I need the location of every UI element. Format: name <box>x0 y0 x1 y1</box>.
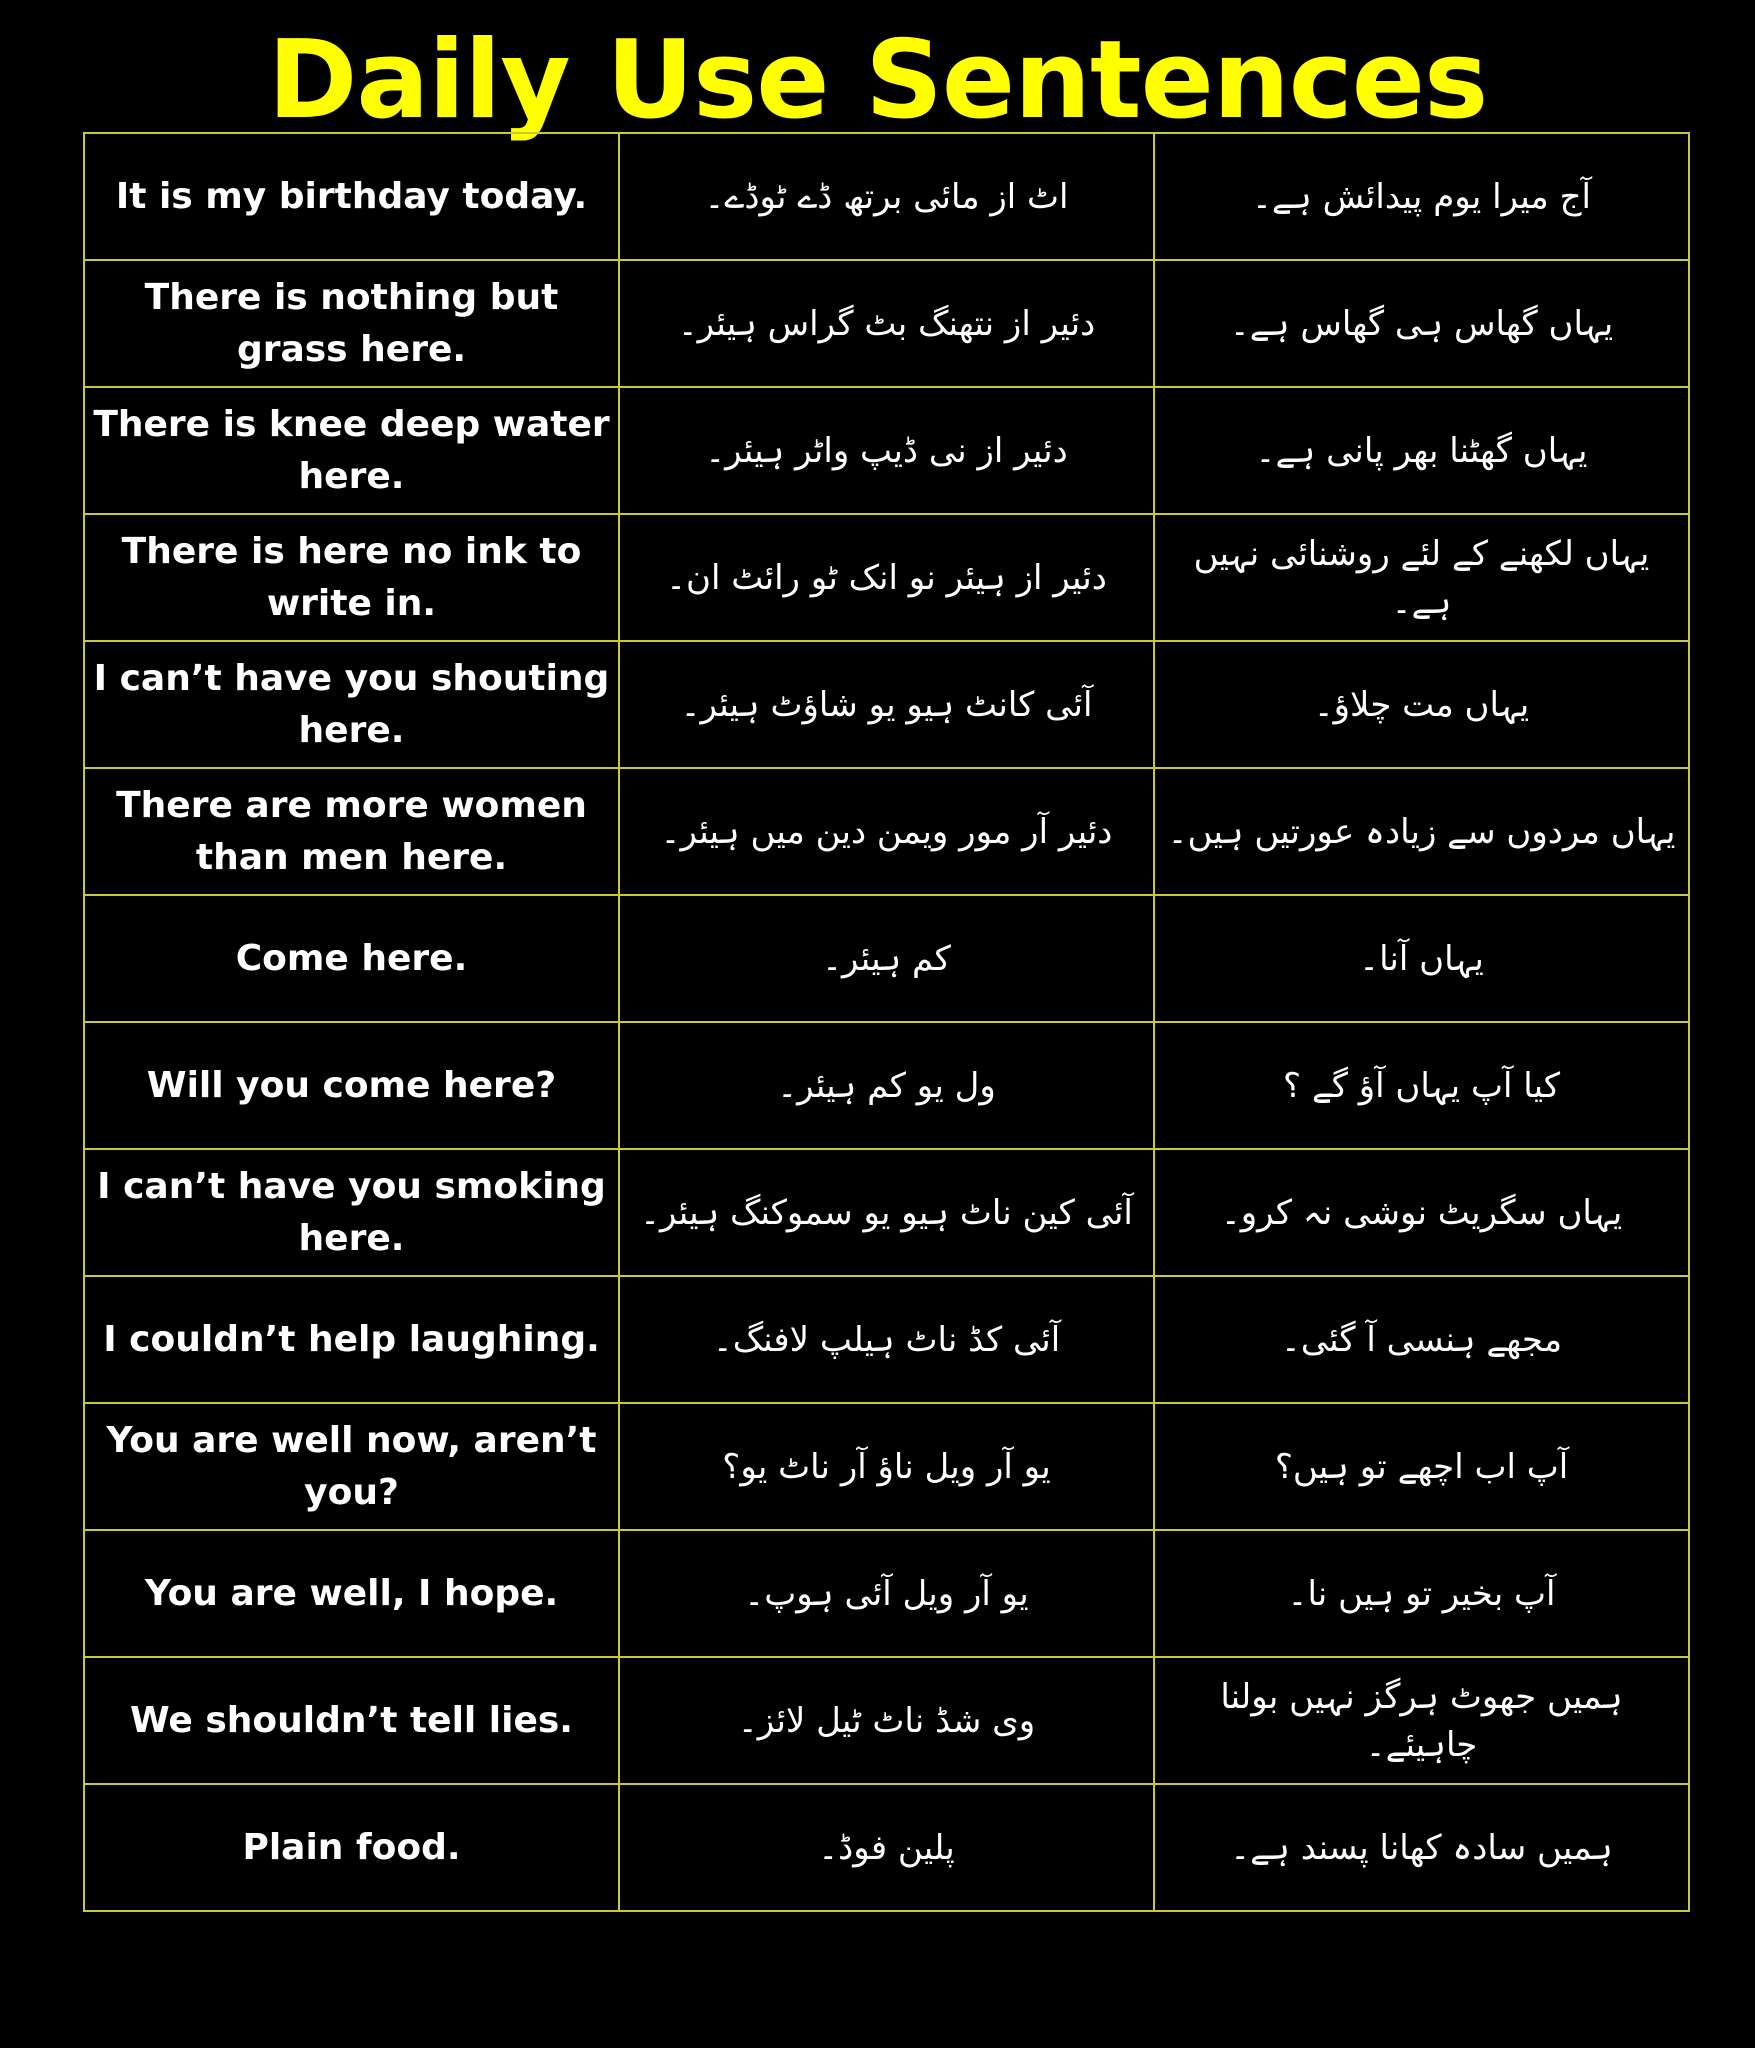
urdu-transliteration-cell: وی شڈ ناٹ ٹیل لائز۔ <box>619 1657 1154 1784</box>
table-row <box>84 1149 1689 1276</box>
table-row <box>84 514 1689 641</box>
english-sentence-cell: I can’t have you smoking here. <box>84 1149 619 1276</box>
english-sentence-cell: There is nothing but grass here. <box>84 260 619 387</box>
urdu-transliteration-cell: کم ہیئر۔ <box>619 895 1154 1022</box>
table-row <box>84 895 1689 1022</box>
table-row <box>84 1403 1689 1530</box>
urdu-translation-cell: یہاں آنا۔ <box>1154 895 1689 1022</box>
urdu-transliteration-cell: آئی کین ناٹ ہیو یو سموکنگ ہیئر۔ <box>619 1149 1154 1276</box>
english-sentence-cell: Come here. <box>84 895 619 1022</box>
sentences-table <box>83 132 1690 1912</box>
english-sentence-cell: You are well now, aren’t you? <box>84 1403 619 1530</box>
urdu-translation-cell: یہاں گھٹنا بھر پانی ہے۔ <box>1154 387 1689 514</box>
table-row <box>84 133 1689 260</box>
english-sentence-cell: I can’t have you shouting here. <box>84 641 619 768</box>
english-sentence-cell: Will you come here? <box>84 1022 619 1149</box>
urdu-translation-cell: آپ بخیر تو ہیں نا۔ <box>1154 1530 1689 1657</box>
table-row <box>84 1657 1689 1784</box>
urdu-transliteration-cell: دئیر آر مور ویمن دین میں ہیئر۔ <box>619 768 1154 895</box>
urdu-transliteration-cell: یو آر ویل ناؤ آر ناٹ یو؟ <box>619 1403 1154 1530</box>
urdu-transliteration-cell: آئی کڈ ناٹ ہیلپ لافنگ۔ <box>619 1276 1154 1403</box>
urdu-translation-cell: یہاں سگریٹ نوشی نہ کرو۔ <box>1154 1149 1689 1276</box>
urdu-transliteration-cell: اٹ از مائی برتھ ڈے ٹوڈے۔ <box>619 133 1154 260</box>
urdu-transliteration-cell: ول یو کم ہیئر۔ <box>619 1022 1154 1149</box>
urdu-transliteration-cell: دئیر از ہیئر نو انک ٹو رائٹ ان۔ <box>619 514 1154 641</box>
urdu-translation-cell: ہمیں جھوٹ ہرگز نہیں بولنا چاہیئے۔ <box>1154 1657 1689 1784</box>
urdu-translation-cell: ہمیں سادہ کھانا پسند ہے۔ <box>1154 1784 1689 1911</box>
table-row <box>84 641 1689 768</box>
urdu-transliteration-cell: دئیر از نتھنگ بٹ گراس ہیئر۔ <box>619 260 1154 387</box>
english-sentence-cell: It is my birthday today. <box>84 133 619 260</box>
table-row <box>84 1276 1689 1403</box>
urdu-translation-cell: آپ اب اچھے تو ہیں؟ <box>1154 1403 1689 1530</box>
english-sentence-cell: There is here no ink to write in. <box>84 514 619 641</box>
english-sentence-cell: There is knee deep water here. <box>84 387 619 514</box>
urdu-transliteration-cell: یو آر ویل آئی ہوپ۔ <box>619 1530 1154 1657</box>
english-sentence-cell: There are more women than men here. <box>84 768 619 895</box>
urdu-translation-cell: یہاں لکھنے کے لئے روشنائی نہیں ہے۔ <box>1154 514 1689 641</box>
english-sentence-cell: Plain food. <box>84 1784 619 1911</box>
urdu-translation-cell: کیا آپ یہاں آؤ گے ؟ <box>1154 1022 1689 1149</box>
page-title: Daily Use Sentences <box>267 18 1488 143</box>
english-sentence-cell: I couldn’t help laughing. <box>84 1276 619 1403</box>
urdu-translation-cell: آج میرا یوم پیدائش ہے۔ <box>1154 133 1689 260</box>
urdu-translation-cell: یہاں مت چلاؤ۔ <box>1154 641 1689 768</box>
table-row <box>84 387 1689 514</box>
table-row <box>84 768 1689 895</box>
table-row <box>84 260 1689 387</box>
urdu-transliteration-cell: پلین فوڈ۔ <box>619 1784 1154 1911</box>
table-row <box>84 1530 1689 1657</box>
urdu-transliteration-cell: دئیر از نی ڈیپ واٹر ہیئر۔ <box>619 387 1154 514</box>
urdu-translation-cell: یہاں مردوں سے زیادہ عورتیں ہیں۔ <box>1154 768 1689 895</box>
sentences-table-body <box>84 133 1689 1911</box>
english-sentence-cell: We shouldn’t tell lies. <box>84 1657 619 1784</box>
urdu-translation-cell: یہاں گھاس ہی گھاس ہے۔ <box>1154 260 1689 387</box>
table-row <box>84 1784 1689 1911</box>
table-row <box>84 1022 1689 1149</box>
urdu-transliteration-cell: آئی کانٹ ہیو یو شاؤٹ ہیئر۔ <box>619 641 1154 768</box>
english-sentence-cell: You are well, I hope. <box>84 1530 619 1657</box>
urdu-translation-cell: مجھے ہنسی آ گئی۔ <box>1154 1276 1689 1403</box>
